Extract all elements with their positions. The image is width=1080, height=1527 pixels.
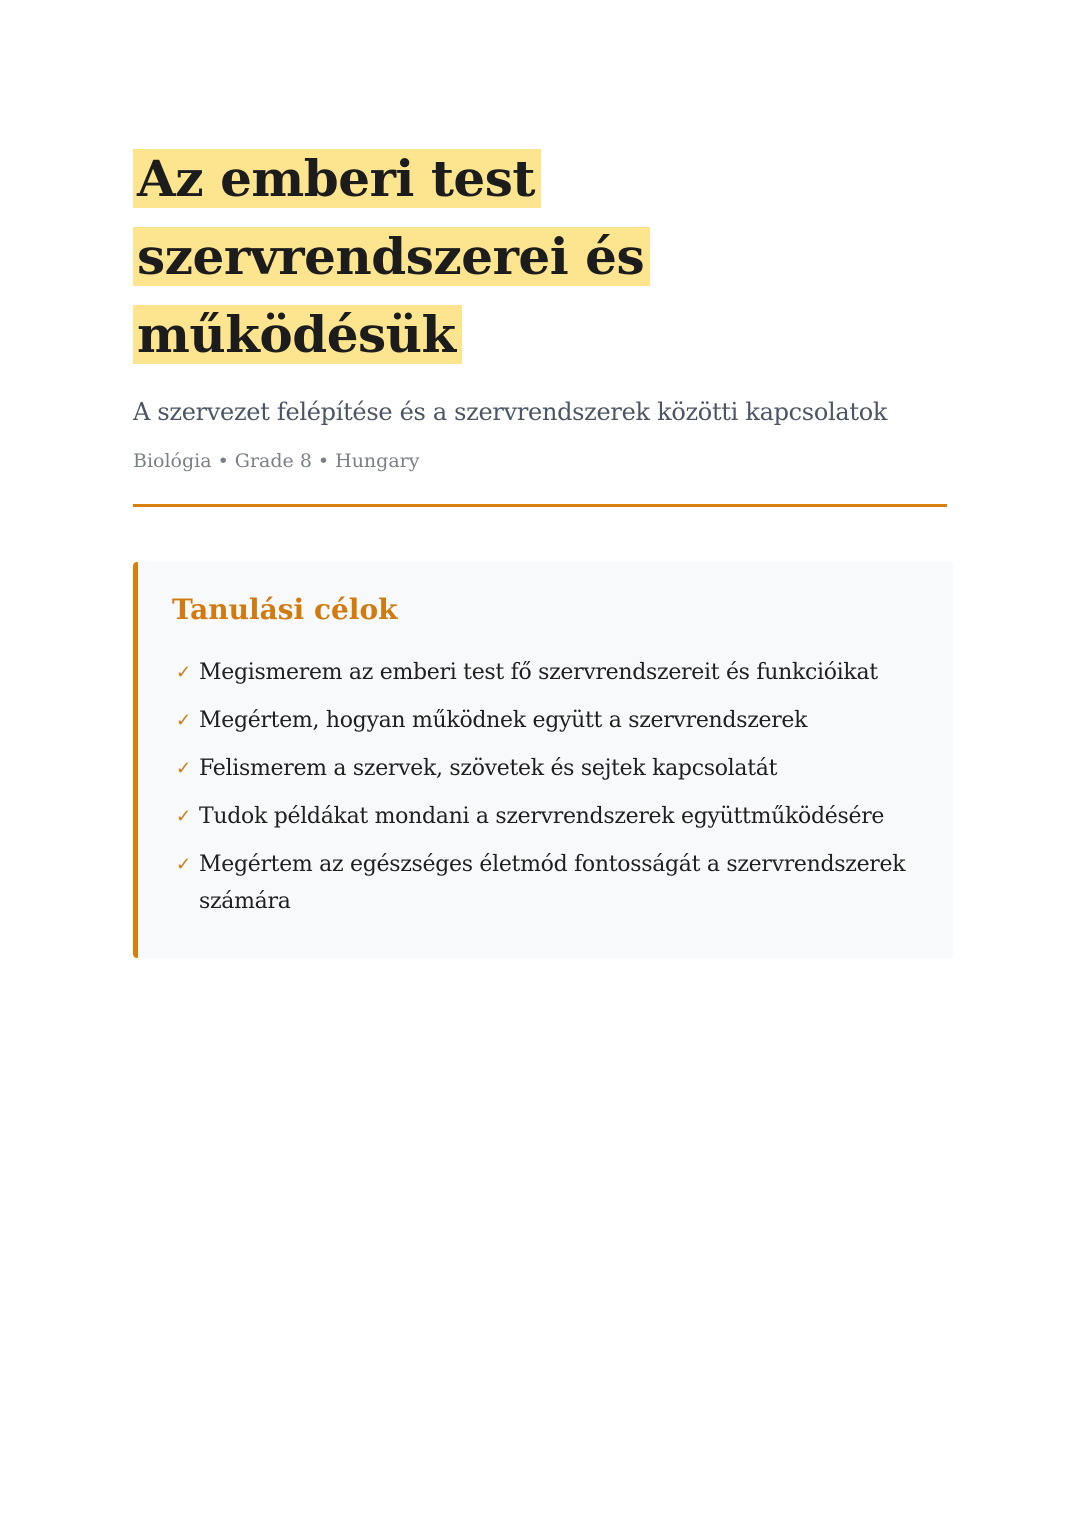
meta-grade: Grade 8 [234, 450, 312, 472]
meta-country: Hungary [335, 450, 420, 472]
list-item-text: Megértem, hogyan működnek együtt a szervrendszerek [199, 708, 808, 733]
page-title [133, 140, 948, 374]
header-divider [133, 504, 947, 507]
meta-separator: • [317, 450, 330, 472]
check-icon: ✓ [176, 854, 191, 875]
check-icon: ✓ [176, 710, 191, 731]
list-item-text: Felismerem a szervek, szövetek és sejtek kapcsolatát [199, 756, 778, 781]
list-item [172, 846, 913, 920]
list-item-text: Megismerem az emberi test fő szervrendszereit és funkcióikat [199, 660, 878, 685]
check-icon: ✓ [176, 806, 191, 827]
list-item [172, 702, 913, 739]
page-subtitle: A szervezet felépítése és a szervrendszerek közötti kapcsolatok [133, 398, 888, 426]
meta-separator: • [217, 450, 229, 472]
list-item [172, 798, 913, 835]
learning-objectives-list [172, 654, 913, 920]
list-item [172, 654, 913, 691]
learning-objectives-heading: Tanulási célok [172, 593, 398, 626]
check-icon: ✓ [176, 662, 191, 683]
meta-subject: Biológia [133, 450, 212, 472]
check-icon: ✓ [176, 758, 191, 779]
meta-line [133, 448, 948, 474]
list-item-text: Megértem az egészséges életmód fontosságát a szervrendszerek számára [199, 852, 906, 914]
learning-objectives-panel [133, 562, 953, 958]
document-page [133, 140, 948, 958]
list-item [172, 750, 913, 787]
page-title-text: Az emberi test szervrendszerei és működésük [133, 149, 650, 364]
list-item-text: Tudok példákat mondani a szervrendszerek együttműködésére [199, 804, 885, 829]
